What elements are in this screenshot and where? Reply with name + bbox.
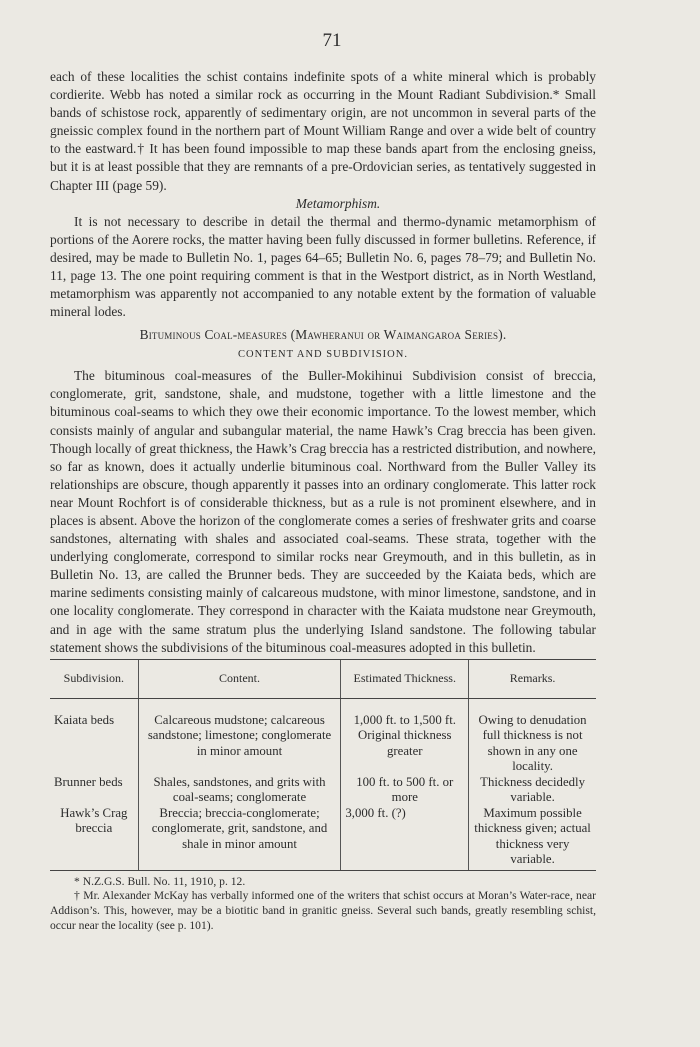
intro-paragraph: each of these localities the schist contains indefinite spots of a white mineral which is probably cordierite. Webb has noted a similar rock as occurring in the Mount Radiant Subdivision.* Small bands of schistose rock, apparently of sedimentary origin, are not uncommon in several parts of the gneissic complex found in the northern part of Mount William Range and over a wide belt of country to the eastward.† It has been found impossible to map these bands apart from the enclosing gneiss, but it is at least possible that they are remnants of a pre-Ordovician series, as tentatively suggested in Chapter III (page 59). bbox=[50, 69, 596, 193]
footnote-2: † Mr. Alexander McKay has verbally informed one of the writers that schist occurs at Moran’s Water-race, near Addison’s. This, however, may be a biotitic band in granitic gneiss. Several such bands, greatly resembling schist, occur near the locality (see p. 101). bbox=[50, 889, 596, 932]
coal-measures-paragraph: The bituminous coal-measures of the Buller-Mokihinui Subdivision consist of breccia, conglomerate, grit, sandstone, shale, and mudstone, together with a little limestone and the bituminous coal-seams to which they owe their economic importance. To the lowest member, which consists mainly of angular and subangular material, the name Hawk’s Crag breccia has been given. Though locally of great thickness, the Hawk’s Crag breccia has a restricted distribution, and nowhere, so far as known, does it actually underlie bituminous coal. Northward from the Buller Valley its relationships are obscure, though apparently it passes into an ordinary conglomerate. This latter rock near Mount Rochfort is of considerable thickness, but as a rule is not prominent elsewhere, and in places is absent. Above the horizon of the conglomerate comes a series of freshwater grits and coarse sandstones, alternating with shales and associated coal-seams. These strata, together with the underlying conglomerate, correspond to similar rocks near Greymouth, and in this bulletin, as in Bulletin No. 13, are called the Brunner beds. They are succeeded by the Kaiata beds, which are marine sediments consisting mainly of calcareous mudstone, with minor limestone, sandstone, and in one locality conglomerate. They correspond in character with the Kaiata mudstone near Greymouth, and in age with the same stratum plus the underlying Island sandstone. The following tabular statement shows the subdivisions of the bituminous coal-measures adopted in this bulletin. bbox=[50, 368, 596, 655]
row-remarks: Thickness decidedly variable. bbox=[469, 775, 596, 806]
metamorphism-paragraph: It is not necessary to describe in detail the thermal and thermo-dynamic metamorphism of portions of the Aorere rocks, the matter having been fully discussed in former bulletins. Reference, if desired, may be made to Bulletin No. 1, pages 64–65; Bulletin No. 6, pages 78–79; and Bulletin No. 11, page 13. The one point requiring comment is that in the Westport district, as in North Westland, metamorphism was apparently not accompanied to any notable extent by the formation of valuable mineral lodes. bbox=[50, 213, 596, 320]
header-content: Content. bbox=[138, 659, 341, 698]
table-row bbox=[50, 806, 596, 871]
row-subdivision: Hawk’s Crag breccia bbox=[50, 806, 138, 871]
coal-measures-subheading: CONTENT AND SUBDIVISION. bbox=[238, 349, 408, 361]
row-remarks: Owing to denudation full thickness is not shown in any one locality. bbox=[469, 698, 596, 775]
row-remarks: Maximum possible thickness given; actual thickness very variable. bbox=[469, 806, 596, 871]
page bbox=[50, 30, 596, 933]
table-row bbox=[50, 698, 596, 775]
footnotes bbox=[50, 875, 596, 933]
row-content: Breccia; breccia-conglomerate; conglomerate, grit, sandstone, and shale in minor amount bbox=[138, 806, 341, 871]
coal-measures-heading: Bituminous Coal-measures (Mawheranui or Waimangaroa Series). bbox=[139, 327, 507, 343]
row-thickness: 3,000 ft. (?) bbox=[341, 806, 469, 871]
row-thickness: 100 ft. to 500 ft. or more bbox=[341, 775, 469, 806]
subdivision-table bbox=[50, 659, 596, 871]
row-content: Calcareous mudstone; calcareous sandstone; limestone; conglomerate in minor amount bbox=[138, 698, 341, 775]
footnote-1: * N.Z.G.S. Bull. No. 11, 1910, p. 12. bbox=[74, 874, 246, 888]
row-subdivision: Kaiata beds bbox=[54, 712, 115, 727]
header-remarks: Remarks. bbox=[469, 659, 596, 698]
table-header-row bbox=[50, 659, 596, 698]
header-thickness: Estimated Thickness. bbox=[341, 659, 469, 698]
header-subdivision: Subdivision. bbox=[50, 659, 138, 698]
table-row bbox=[50, 775, 596, 806]
page-number: 71 bbox=[322, 30, 342, 51]
row-subdivision: Brunner beds bbox=[54, 774, 123, 789]
metamorphism-heading: Metamorphism. bbox=[295, 195, 381, 211]
row-thickness: 1,000 ft. to 1,500 ft. Original thickness greater bbox=[341, 698, 469, 775]
row-content: Shales, sandstones, and grits with coal-seams; conglomerate bbox=[138, 775, 341, 806]
